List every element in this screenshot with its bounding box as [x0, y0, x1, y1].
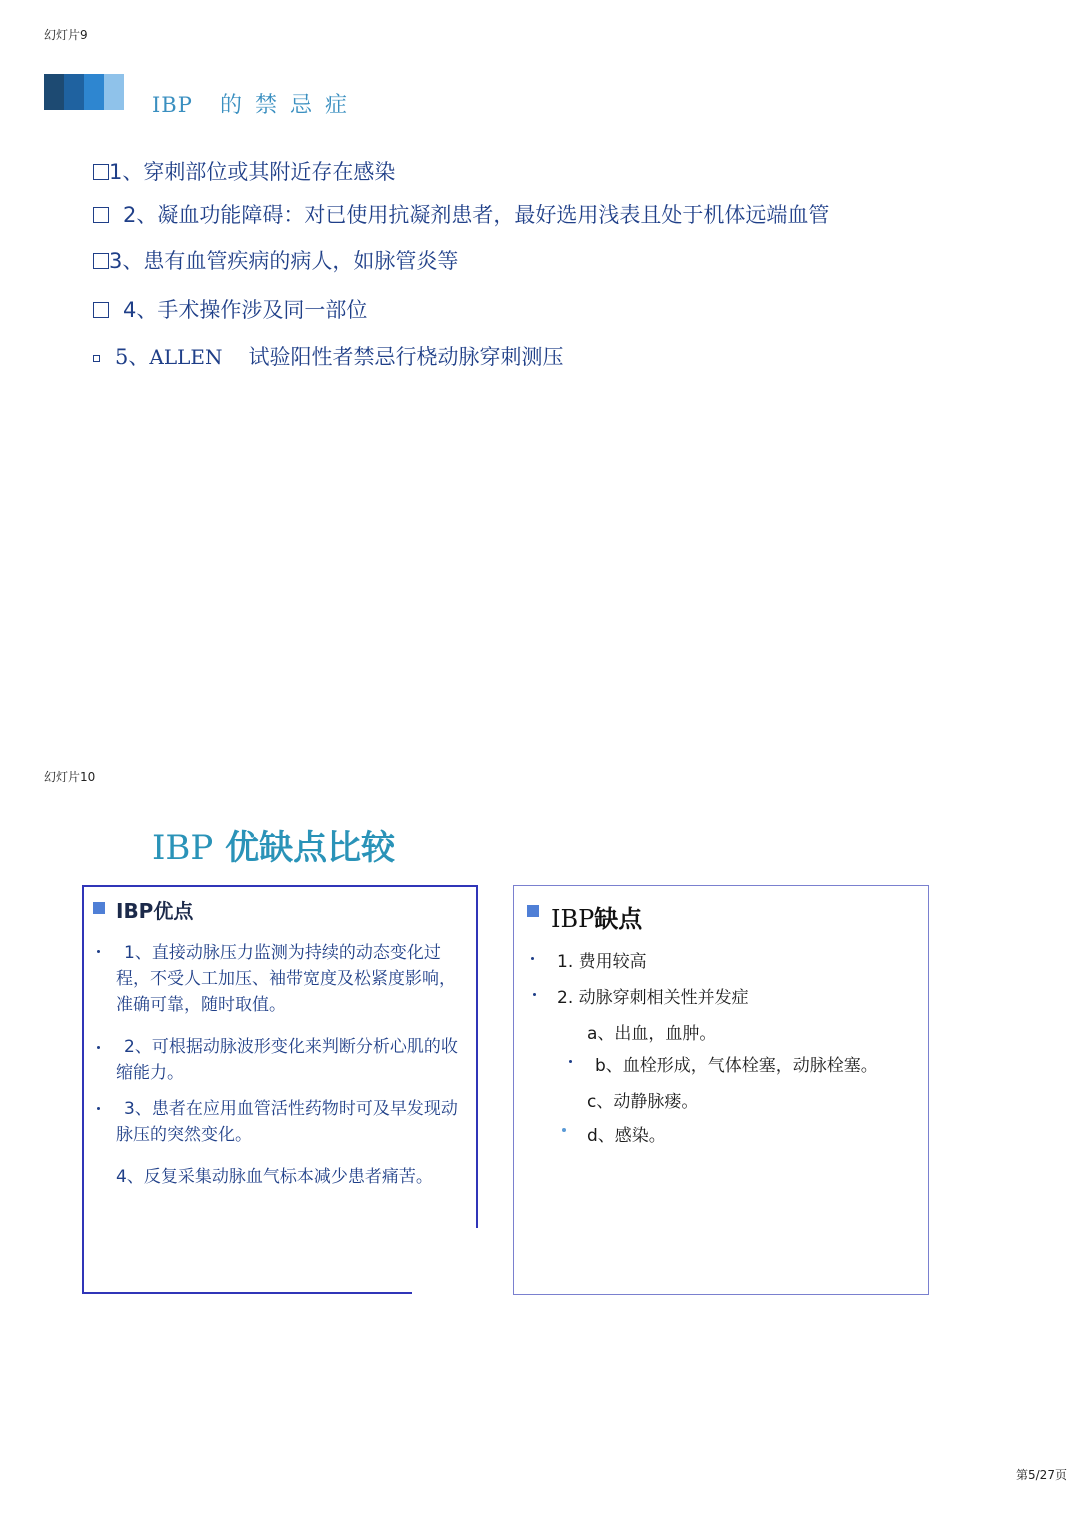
cons-item: 1. 费用较高 — [557, 952, 647, 972]
page-number: 第5/27页 — [1016, 1468, 1067, 1482]
slide-label: 幻灯片10 — [44, 770, 96, 784]
item-text: 试验阳性者禁忌行桡动脉穿刺测压 — [248, 345, 564, 369]
square-bullet-icon — [527, 905, 539, 917]
slide-title — [152, 88, 360, 119]
cons-sub-item: b、血栓形成，气体栓塞，动脉栓塞。 — [595, 1056, 878, 1076]
cons-item: 2. 动脉穿刺相关性并发症 — [557, 988, 749, 1008]
item-text: 穿刺部位或其附近存在感染 — [143, 160, 396, 184]
bullet-icon — [562, 1128, 566, 1132]
list-item — [93, 341, 563, 371]
list-item — [93, 156, 395, 186]
square-bullet-icon — [93, 902, 105, 914]
cons-sub-item: c、动静脉瘘。 — [587, 1092, 699, 1112]
bullet-icon — [97, 950, 100, 953]
checkbox-icon — [93, 164, 109, 180]
bullet-icon — [533, 993, 536, 996]
title-cn: 的禁忌症 — [219, 93, 360, 118]
bullet-icon — [531, 957, 534, 960]
item-number: 2、 — [123, 203, 158, 227]
heading-cn: 缺点 — [594, 905, 643, 933]
item-number: 3、 — [109, 249, 144, 273]
checkbox-icon — [93, 355, 100, 362]
list-item — [93, 245, 458, 275]
checkbox-icon — [93, 302, 109, 318]
item-text: 凝血功能障碍：对已使用抗凝剂患者，最好选用浅表且处于机体远端血管 — [157, 203, 830, 227]
bullet-icon — [97, 1046, 100, 1049]
panel-border — [476, 886, 478, 1228]
title-latin: IBP — [152, 828, 214, 868]
panel-border — [82, 886, 84, 1294]
header-block — [64, 74, 84, 110]
pros-item: 3、患者在应用血管活性药物时可及早发现动脉压的突然变化。 — [116, 1099, 458, 1145]
item-number: 4、 — [123, 298, 158, 322]
item-text: 手术操作涉及同一部位 — [157, 298, 368, 322]
pros-item: 4、反复采集动脉血气标本减少患者痛苦。 — [116, 1167, 433, 1187]
item-latin: ALLEN — [149, 345, 223, 369]
title-latin: IBP — [152, 93, 193, 117]
header-block — [44, 74, 64, 110]
slide-label: 幻灯片9 — [44, 28, 88, 42]
header-block — [84, 74, 104, 110]
list-item — [93, 294, 367, 324]
heading-latin: IBP — [551, 905, 595, 933]
panel-border — [82, 885, 478, 887]
checkbox-icon — [93, 253, 109, 269]
cons-sub-item: a、出血，血肿。 — [587, 1024, 717, 1044]
item-text: 患有血管疾病的病人，如脉管炎等 — [143, 249, 459, 273]
item-number: 5、 — [115, 345, 150, 369]
item-number: 1、 — [109, 160, 144, 184]
bullet-icon — [97, 1107, 100, 1110]
checkbox-icon — [93, 207, 109, 223]
pros-item: 1、直接动脉压力监测为持续的动态变化过程，不受人工加压、袖带宽度及松紧度影响，准确可靠，随时取值。 — [116, 943, 456, 1015]
panel-border — [82, 1292, 412, 1294]
cons-sub-item: d、感染。 — [587, 1126, 666, 1146]
pros-item: 2、可根据动脉波形变化来判断分析心肌的收缩能力。 — [116, 1037, 458, 1083]
title-cn: 优缺点比较 — [225, 828, 396, 868]
cons-heading — [551, 899, 642, 934]
list-item — [93, 199, 829, 229]
bullet-icon — [569, 1060, 572, 1063]
header-block — [104, 74, 124, 110]
pros-heading: IBP优点 — [116, 899, 194, 923]
slide-title — [152, 820, 395, 869]
